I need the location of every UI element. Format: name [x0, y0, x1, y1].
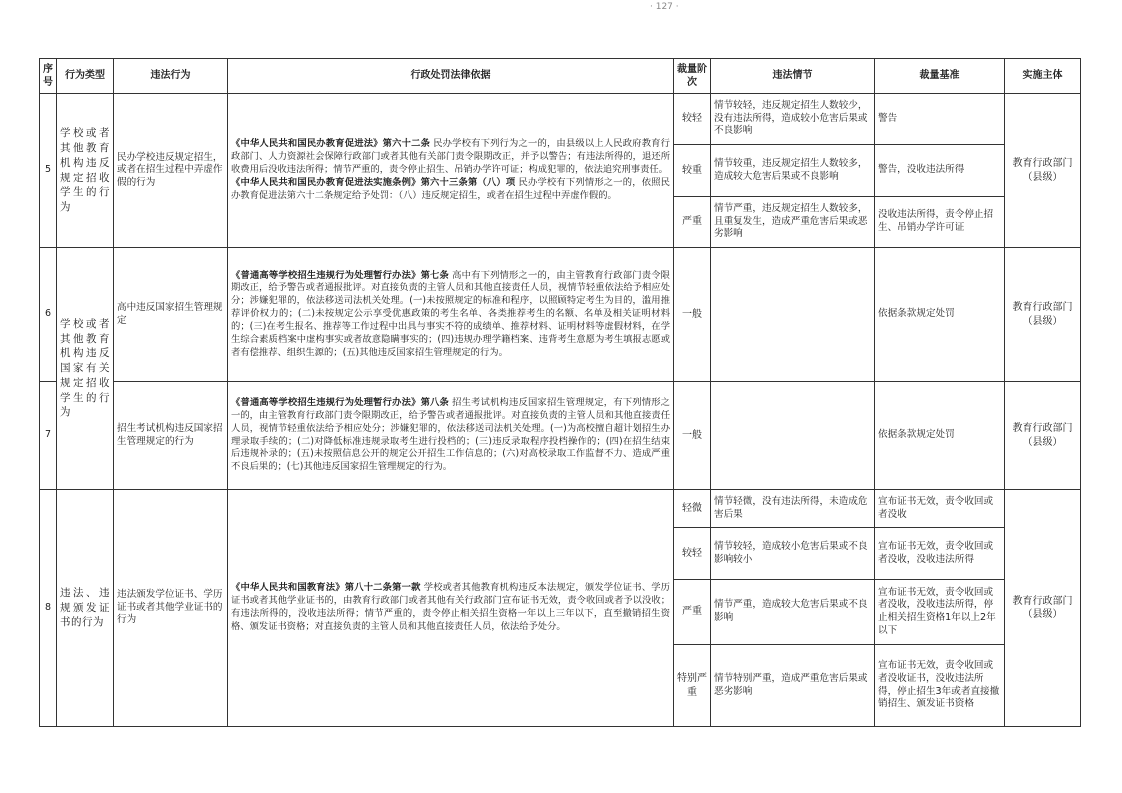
law-title: 《普通高等学校招生违规行为处理暂行办法》第七条: [231, 269, 450, 281]
plot-cell: 情节较重，违反规定招生人数较多，造成较大危害后果或不良影响: [711, 145, 875, 197]
plot-cell: [711, 382, 875, 490]
legal-basis-cell: [228, 248, 674, 382]
col-header-law: 行政处罚法律依据: [228, 59, 674, 94]
seq-cell: 5: [40, 94, 57, 248]
behavior-type-cell: 违法、违规颁发证书的行为: [57, 490, 114, 727]
level-cell: 严重: [674, 580, 711, 645]
violation-cell: 民办学校违反规定招生，或者在招生过程中弄虚作假的行为: [114, 94, 228, 248]
table-row: [40, 248, 1081, 382]
behavior-type-cell: 学校或者其他教育机构违反国家有关规定招收学生的行为: [57, 248, 114, 490]
behavior-type-cell: 学校或者其他教育机构违反规定招收学生的行为: [57, 94, 114, 248]
penalty-standards-table: [39, 58, 1081, 727]
table-row: [40, 490, 1081, 528]
seq-cell: 8: [40, 490, 57, 727]
plot-cell: 情节较轻，造成较小危害后果或不良影响较小: [711, 528, 875, 580]
level-cell: 一般: [674, 248, 711, 382]
authority-cell: 教育行政部门（县级）: [1005, 248, 1081, 382]
legal-basis-cell: [228, 490, 674, 727]
law-title: 《中华人民共和国民办教育促进法》第六十二条: [231, 138, 431, 150]
law-title: 《普通高等学校招生违规行为处理暂行办法》第八条: [231, 397, 450, 409]
page-mark: · 127 ·: [650, 2, 679, 12]
table-row: [40, 94, 1081, 145]
law-text: 学校或者其他教育机构违反本法规定，颁发学位证书、学历证书或者其他学业证书的，由教育行政部门或者其他有关行政部门宣布证书无效，责令收回或者予以没收；有违法所得的，没收违法所得；情节严重的，责令停止相关招生资格一年以上三年以下，直至撤销招生资格、颁发证书资格；对直接负责的主管人员和其他直接责任人员，依法给予处分。: [231, 582, 670, 632]
seq-cell: 6: [40, 248, 57, 382]
standard-cell: 没收违法所得，责令停止招生、吊销办学许可证: [875, 197, 1005, 248]
standard-cell: 宣布证书无效，责令收回或者没收: [875, 490, 1005, 528]
plot-cell: [711, 248, 875, 382]
col-header-standard: 裁量基准: [875, 59, 1005, 94]
level-cell: 特别严重: [674, 645, 711, 727]
level-cell: 一般: [674, 382, 711, 490]
table-header-row: [40, 59, 1081, 94]
level-cell: 严重: [674, 197, 711, 248]
table-row: [40, 382, 1081, 490]
standard-cell: 依据条款规定处罚: [875, 248, 1005, 382]
standard-cell: 宣布证书无效，责令收回或者没收，没收违法所得，停止相关招生资格1年以上2年以下: [875, 580, 1005, 645]
law-text: 高中有下列情形之一的，由主管教育行政部门责令限期改正，给予警告或者通报批评。对直接负责的主管人员和其他直接责任人员，视情节轻重依法给予相应处分；涉嫌犯罪的，依法移送司法机关处理。(一)未按照规定的标准和程序，以照顾特定考生为目的，滥用推荐评价权力的；(二)未按规定公示享受优惠政策的考生名单、各类推荐考生的名额、名单及相关证明材料的；(三)在考生报名、推荐等工作过程中出具与事实不符的成绩单、推荐材料、证明材料等虚假材料，在学生综合素质档案中虚构事实或者故意隐瞒事实的；(四)违规办理学籍档案、违背考生意愿为考生填报志愿或者有偿推荐、组织生源的；(五)其他违反国家招生管理规定的行为。: [231, 269, 670, 358]
col-header-type: 行为类型: [57, 59, 114, 94]
col-header-act: 违法行为: [114, 59, 228, 94]
plot-cell: 情节轻微，没有违法所得，未造成危害后果: [711, 490, 875, 528]
plot-cell: 情节较轻，违反规定招生人数较少，没有违法所得，造成较小危害后果或不良影响: [711, 94, 875, 145]
level-cell: 较重: [674, 145, 711, 197]
authority-cell: 教育行政部门（县级）: [1005, 94, 1081, 248]
law-title: 《中华人民共和国教育法》第八十二条第一款: [231, 582, 421, 594]
col-header-seq: 序号: [40, 59, 57, 94]
level-cell: 较轻: [674, 94, 711, 145]
standard-cell: 警告，没收违法所得: [875, 145, 1005, 197]
plot-cell: 情节严重，违反规定招生人数较多，且重复发生，造成严重危害后果或恶劣影响: [711, 197, 875, 248]
standard-cell: 依据条款规定处罚: [875, 382, 1005, 490]
legal-basis-cell: [228, 94, 674, 248]
col-header-body: 实施主体: [1005, 59, 1081, 94]
col-header-level: 裁量阶次: [674, 59, 711, 94]
legal-basis-cell: [228, 382, 674, 490]
standard-cell: 宣布证书无效，责令收回或者没收证书，没收违法所得，停止招生3年或者直接撤销招生、颁发证书资格: [875, 645, 1005, 727]
violation-cell: 违法颁发学位证书、学历证书或者其他学业证书的行为: [114, 490, 228, 727]
violation-cell: 招生考试机构违反国家招生管理规定的行为: [114, 382, 228, 490]
standard-cell: 宣布证书无效，责令收回或者没收，没收违法所得: [875, 528, 1005, 580]
law-text: 招生考试机构违反国家招生管理规定，有下列情形之一的，由主管教育行政部门责令限期改正，给予警告或者通报批评。对直接负责的主管人员和其他直接责任人员，视情节轻重依法给予相应处分；涉嫌犯罪的，依法移送司法机关处理。(一)为高校擅自超计划招生办理录取手续的；(二)对降低标准违规录取考生进行投档的；(三)违反录取程序投档操作的；(四)在招生结束后违规补录的；(五)未按照信息公开的规定公开招生工作信息的；(六)对高校录取工作监督不力、造成严重不良后果的；(七)其他违反国家招生管理规定的行为。: [231, 397, 670, 473]
plot-cell: 情节特别严重，造成严重危害后果或恶劣影响: [711, 645, 875, 727]
authority-cell: 教育行政部门（县级）: [1005, 382, 1081, 490]
standard-cell: 警告: [875, 94, 1005, 145]
violation-cell: 高中违反国家招生管理规定: [114, 248, 228, 382]
law-title: 《中华人民共和国民办教育促进法实施条例》第六十三条第（八）项: [231, 176, 516, 188]
plot-cell: 情节严重，造成较大危害后果或不良影响: [711, 580, 875, 645]
level-cell: 较轻: [674, 528, 711, 580]
seq-cell: 7: [40, 382, 57, 490]
level-cell: 轻微: [674, 490, 711, 528]
law-text: 民办学校有下列行为之一的，由县级以上人民政府教育行政部门、人力资源社会保障行政部门或者其他有关部门责令限期改正，并予以警告；有违法所得的，退还所收费用后没收违法所得；情节严重的，责令停止招生、吊销办学许可证；构成犯罪的，依法追究刑事责任。: [231, 138, 670, 176]
col-header-plot: 违法情节: [711, 59, 875, 94]
law-text: 民办学校有下列情形之一的，依照民办教育促进法第六十二条规定给予处罚：（八）违反规定招生，或者在招生过程中弄虚作假的。: [231, 176, 670, 201]
authority-cell: 教育行政部门（县级）: [1005, 490, 1081, 727]
